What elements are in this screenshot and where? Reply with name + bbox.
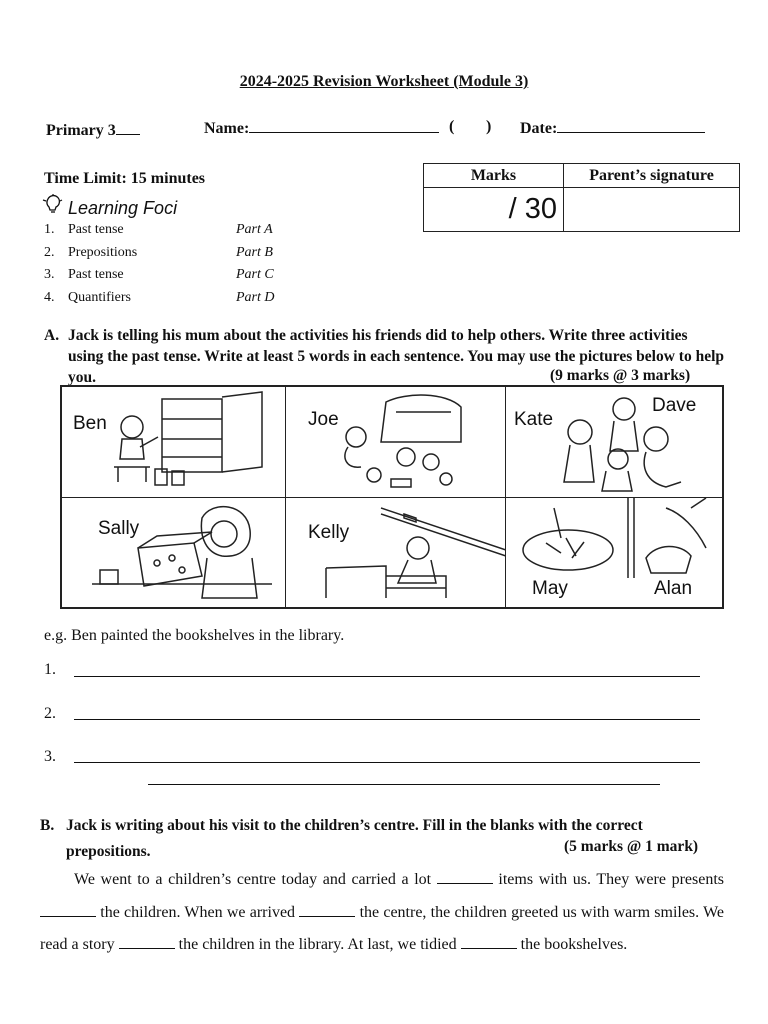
passage-segment: the centre, the children greeted us with warm smiles. We read a story — [40, 903, 725, 953]
marks-header: Marks — [424, 164, 564, 188]
passage-segment: items with us. They were presents — [498, 871, 725, 888]
picture-kelly — [285, 497, 506, 608]
picture-joe — [285, 386, 506, 498]
blank-3[interactable] — [299, 904, 355, 917]
name-label: Name: — [204, 120, 250, 137]
part-b-letter: B. — [40, 817, 55, 834]
foci-item — [44, 267, 274, 283]
passage-segment: the children in the library. At last, we tidied — [178, 936, 457, 953]
marks-total: / 30 — [424, 188, 564, 232]
blank-2[interactable] — [40, 904, 96, 917]
picture-label: May — [532, 578, 568, 599]
part-a-letter: A. — [44, 327, 60, 344]
class-blank[interactable] — [116, 120, 140, 135]
date-blank[interactable] — [557, 118, 705, 133]
picture-label: Joe — [308, 409, 339, 430]
answer-line-3[interactable] — [74, 762, 700, 763]
foci-item — [44, 222, 273, 238]
picture-label: Kate — [514, 409, 554, 430]
answer-number: 1. — [44, 661, 56, 678]
foci-topic: Prepositions — [68, 245, 138, 260]
answer-line-1[interactable] — [74, 676, 700, 677]
foci-topic: Quantifiers — [68, 290, 131, 305]
foci-part: Part D — [236, 290, 275, 305]
picture-kate-dave — [505, 386, 723, 498]
picture-grid — [60, 385, 724, 609]
foci-number: 4. — [44, 290, 55, 305]
part-a-instruction: Jack is telling his mum about the activities his friends did to help others. Write three activities using the past tense. Write at least 5 words in each sentence. You may use the pictures below to help you. — [68, 327, 725, 386]
picture-label: Kelly — [308, 522, 350, 543]
foci-part: Part C — [236, 267, 274, 282]
picture-label: Dave — [652, 395, 697, 416]
passage-segment: the children. When we arrived — [100, 903, 296, 921]
picture-label: Ben — [73, 413, 107, 434]
picture-label: Alan — [654, 578, 693, 599]
passage-segment: We went to a children’s centre today and carried a lot — [74, 871, 432, 888]
part-b-instruction: Jack is writing about his visit to the children’s centre. Fill in the blanks with the correct prepositions. — [66, 817, 643, 860]
passage-segment: the bookshelves. — [520, 936, 628, 953]
date-field — [520, 118, 705, 138]
foci-topic: Past tense — [68, 222, 124, 237]
part-a-marks: (9 marks @ 3 marks) — [546, 367, 690, 385]
answer-line-2[interactable] — [74, 719, 700, 720]
part-b-marks: (5 marks @ 1 mark) — [560, 838, 698, 856]
class-number-paren-close: ) — [486, 118, 492, 135]
signature-box[interactable] — [564, 188, 740, 232]
class-label: Primary 3 — [46, 122, 116, 139]
name-blank[interactable] — [249, 118, 439, 133]
foci-part: Part A — [236, 222, 273, 237]
time-limit: Time Limit: 15 minutes — [44, 170, 206, 187]
foci-part: Part B — [236, 245, 273, 260]
picture-ben — [61, 386, 286, 498]
class-field — [46, 120, 140, 140]
foci-item — [44, 245, 273, 261]
marks-table — [423, 163, 740, 232]
answer-number: 2. — [44, 705, 56, 722]
name-field — [204, 118, 439, 138]
worksheet-title: 2024-2025 Revision Worksheet (Module 3) — [239, 73, 529, 90]
learning-foci-title: Learning Foci — [68, 198, 178, 218]
date-label: Date: — [520, 120, 558, 137]
blank-1[interactable] — [437, 871, 493, 884]
part-b-passage — [40, 864, 724, 962]
answer-number: 3. — [44, 748, 56, 765]
answer-line-3-continuation[interactable] — [148, 784, 660, 785]
blank-4[interactable] — [119, 936, 175, 949]
example-sentence: e.g. Ben painted the bookshelves in the library. — [44, 627, 345, 644]
foci-topic: Past tense — [68, 267, 124, 282]
picture-label: Sally — [98, 518, 140, 539]
foci-number: 1. — [44, 222, 55, 237]
foci-number: 3. — [44, 267, 55, 282]
foci-item — [44, 290, 275, 306]
picture-may-alan — [505, 497, 723, 608]
picture-sally — [61, 497, 286, 608]
foci-number: 2. — [44, 245, 55, 260]
class-number-paren-open: ( — [449, 118, 455, 135]
signature-header: Parent’s signature — [564, 164, 740, 188]
blank-5[interactable] — [461, 936, 517, 949]
lightbulb-icon — [40, 194, 70, 218]
